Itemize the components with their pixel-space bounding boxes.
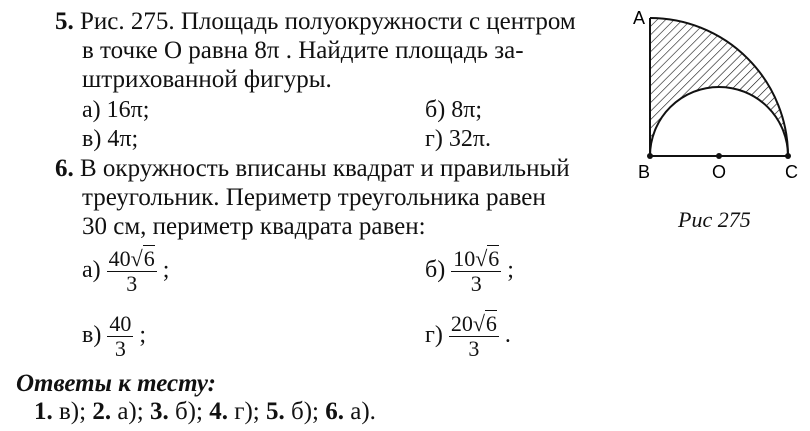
label-o: O — [712, 162, 727, 182]
q6-option-v-fraction — [107, 312, 133, 361]
figure-caption: Рис 275 — [678, 207, 751, 232]
q5-line-1 — [55, 7, 576, 36]
q5-text-1: Рис. 275. Площадь полуокружности с центром — [80, 8, 576, 35]
q6-option-a — [82, 247, 169, 296]
answer-2-value: а); — [117, 398, 144, 425]
q6-option-v-suffix: ; — [139, 322, 146, 349]
q6-option-b — [425, 247, 514, 296]
q5-text-2: в точке O равна 8π . Найдите площадь за- — [82, 37, 524, 64]
q6-b-radicand: 6 — [488, 246, 500, 271]
q6-b-coef: 10 — [453, 246, 476, 271]
q5-option-b: б) 8π; — [425, 97, 482, 123]
answer-2-number: 2. — [92, 398, 112, 425]
answer-3-number: 3. — [149, 398, 169, 425]
answer-3-value: б); — [174, 398, 203, 425]
q6-option-g-fraction: $\frac{20√6}{3}$ — [450, 311, 497, 361]
answer-1-number: 1. — [34, 398, 53, 425]
figure-275 — [630, 4, 805, 184]
answers-title: Ответы к тесту: — [16, 370, 216, 397]
q6-a-coef: 40 — [108, 246, 131, 271]
q6-option-v — [82, 312, 146, 361]
q6-b-den: 3 — [470, 271, 482, 296]
answer-6-value: а). — [350, 398, 376, 425]
point-b — [647, 153, 653, 159]
q6-option-a-prefix: а) — [82, 257, 101, 284]
q6-text-2: треугольник. Периметр треугольника равен — [82, 184, 546, 211]
q5-option-g: г) 32π. — [425, 126, 491, 152]
q5-text-3: штрихованной фигуры. — [82, 66, 332, 93]
answer-1-value: в); — [59, 398, 87, 425]
q6-text-1: В окружность вписаны квадрат и правильный — [80, 155, 570, 182]
q6-a-radicand: 6 — [143, 246, 155, 271]
answers-list — [34, 398, 376, 426]
q6-option-v-prefix: в) — [82, 322, 102, 349]
q6-g-coef: 20 — [450, 311, 473, 336]
q6-g-radicand: 6 — [485, 311, 497, 336]
answer-4-value: г); — [234, 398, 260, 425]
q6-v-num: 40 — [109, 311, 132, 336]
q6-v-den: 3 — [114, 336, 126, 361]
q6-number: 6. — [55, 155, 74, 182]
q5-option-v: в) 4π; — [82, 126, 139, 152]
q6-option-a-fraction: $\frac{40√6}{3}$ — [108, 246, 155, 296]
q6-option-b-prefix: б) — [425, 257, 446, 284]
q5-option-a: а) 16π; — [82, 97, 150, 123]
q6-option-a-suffix: ; — [162, 257, 170, 284]
answer-5-number: 5. — [265, 398, 285, 425]
q5-number: 5. — [55, 8, 74, 35]
q6-option-g-prefix: г) — [425, 322, 443, 349]
q6-g-den: 3 — [468, 336, 480, 361]
q6-a-den: 3 — [126, 271, 138, 296]
point-c — [785, 153, 791, 159]
q6-text-3: 30 см, периметр квадрата равен: — [82, 213, 426, 240]
q6-line-1 — [55, 154, 570, 183]
q6-option-b-fraction: $\frac{10√6}{3}$ — [453, 246, 500, 296]
q6-option-g — [425, 312, 511, 361]
label-a: A — [633, 8, 646, 28]
q6-option-b-suffix: ; — [507, 257, 514, 284]
answer-5-value: б); — [290, 398, 319, 425]
q6-option-g-suffix: . — [504, 322, 511, 349]
answer-4-number: 4. — [209, 398, 228, 425]
point-o — [716, 153, 722, 159]
label-b: B — [638, 162, 651, 182]
answer-6-number: 6. — [325, 398, 344, 425]
label-c: C — [785, 162, 798, 182]
